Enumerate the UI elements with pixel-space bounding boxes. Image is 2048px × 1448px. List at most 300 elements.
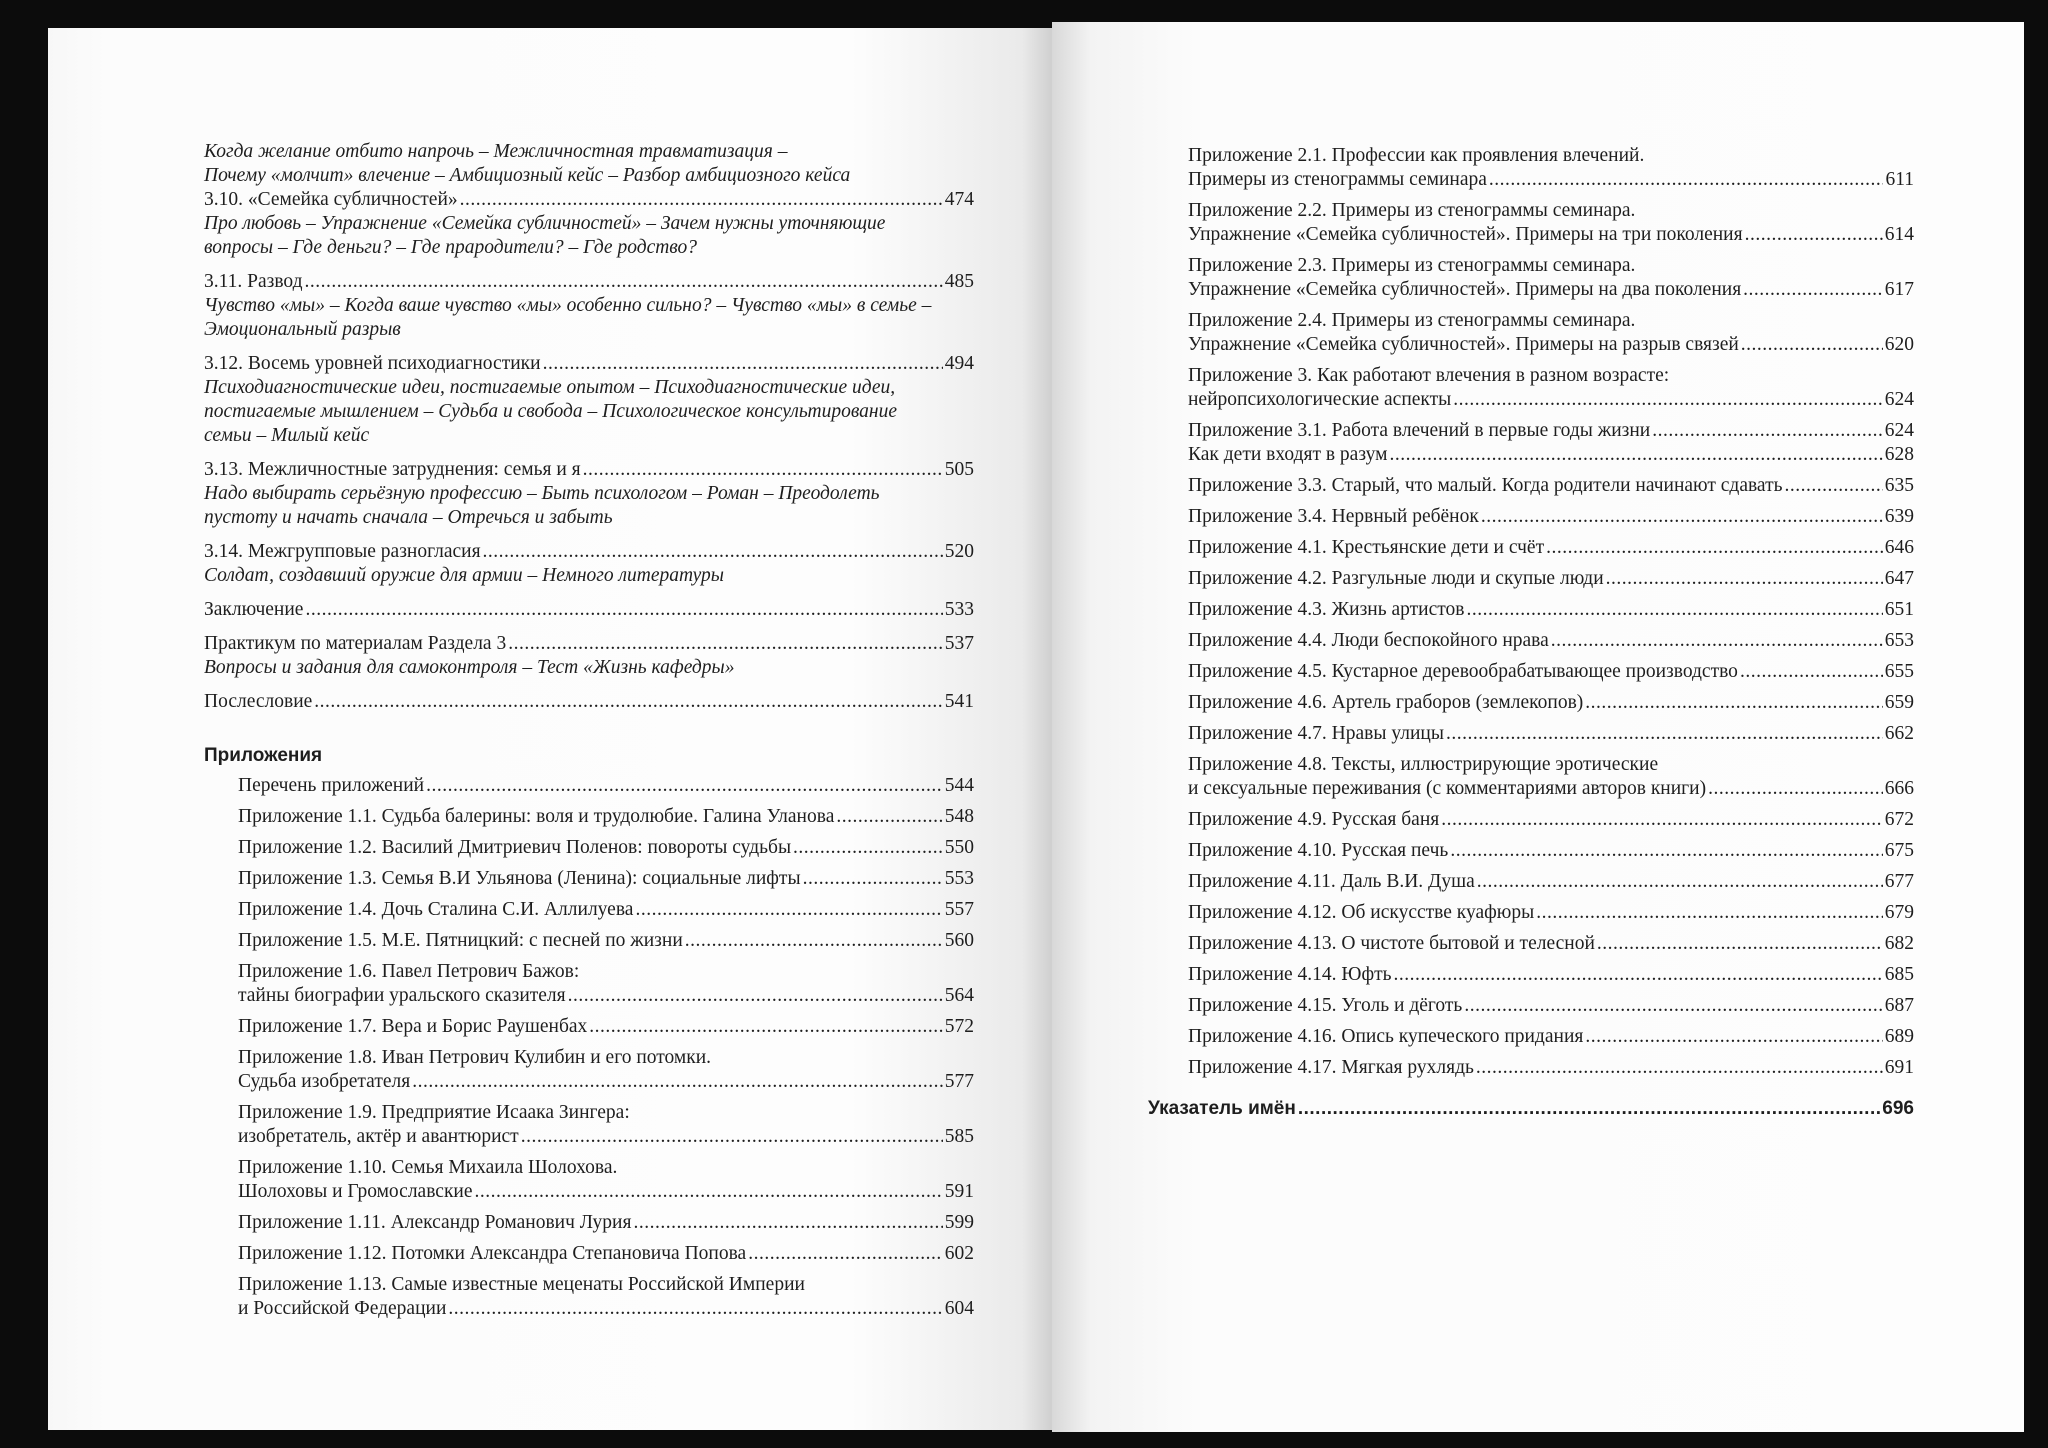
toc-entry bbox=[204, 458, 974, 530]
toc-entry-title: Примеры из стенограммы семинара bbox=[1188, 169, 1487, 190]
entry-gap bbox=[1188, 591, 1914, 598]
toc-line bbox=[1188, 660, 1914, 684]
subtopic-line: Про любовь – Упражнение «Семейка субличностей» – Зачем нужны уточняющие bbox=[204, 213, 886, 234]
appendix-entry bbox=[1188, 629, 1914, 653]
entry-gap bbox=[1188, 1018, 1914, 1025]
leader-dots bbox=[836, 805, 942, 829]
leader-dots bbox=[1551, 629, 1883, 653]
toc-page-number: 635 bbox=[1884, 475, 1914, 496]
toc-page-number: 537 bbox=[944, 633, 974, 654]
leader-dots bbox=[1481, 505, 1883, 529]
toc-line bbox=[1188, 808, 1914, 832]
entry-gap bbox=[1188, 1080, 1914, 1087]
toc-line bbox=[1188, 870, 1914, 894]
appendix-entry bbox=[1188, 839, 1914, 863]
appendix-entry bbox=[1188, 753, 1914, 801]
toc-page-number: 572 bbox=[944, 1016, 974, 1037]
toc-page-number: 505 bbox=[944, 459, 974, 480]
toc-line bbox=[1188, 567, 1914, 591]
toc-entry-title: Приложение 4.14. Юфть bbox=[1188, 964, 1392, 985]
toc-entry-title: Приложение 4.6. Артель граборов (землекопов) bbox=[1188, 692, 1584, 713]
toc-page-number: 672 bbox=[1884, 809, 1914, 830]
entry-gap bbox=[1188, 560, 1914, 567]
toc-page-number: 666 bbox=[1884, 778, 1914, 799]
subtopic-line: Надо выбирать серьёзную профессию – Быть психологом – Роман – Преодолеть bbox=[204, 483, 880, 504]
appendix-entry bbox=[238, 929, 974, 953]
toc-entry-title: Послесловие bbox=[204, 691, 313, 712]
entry-gap bbox=[238, 1039, 974, 1046]
leader-dots bbox=[305, 598, 942, 622]
toc-page-number: 639 bbox=[1884, 506, 1914, 527]
appendix-entry bbox=[1188, 309, 1914, 357]
toc-line bbox=[238, 898, 974, 922]
entry-gap bbox=[1188, 715, 1914, 722]
leader-dots bbox=[1741, 333, 1883, 357]
toc-line bbox=[1188, 419, 1914, 443]
entry-gap bbox=[1188, 192, 1914, 199]
toc-entry-title: Заключение bbox=[204, 599, 304, 620]
leader-dots bbox=[1466, 598, 1882, 622]
toc-line bbox=[238, 1015, 974, 1039]
appendix-entry bbox=[1188, 932, 1914, 956]
toc-entry-title: Приложение 1.11. Александр Романович Лурия bbox=[238, 1212, 632, 1233]
leader-dots bbox=[1546, 536, 1883, 560]
toc-line bbox=[1188, 505, 1914, 529]
toc-line bbox=[1188, 629, 1914, 653]
entry-gap bbox=[204, 260, 974, 270]
entry-gap bbox=[1188, 247, 1914, 254]
toc-entry-title: Приложение 1.5. М.Е. Пятницкий: с песней по жизни bbox=[238, 930, 683, 951]
toc-line bbox=[204, 632, 974, 656]
toc-page-number: 557 bbox=[944, 899, 974, 920]
toc-entry-title: Приложение 1.12. Потомки Александра Степановича Попова bbox=[238, 1243, 747, 1264]
toc-page-number: 675 bbox=[1884, 840, 1914, 861]
toc-entry-title: Приложение 4.17. Мягкая рухлядь bbox=[1188, 1057, 1474, 1078]
toc-page-number: 685 bbox=[1884, 964, 1914, 985]
toc-page-number: 682 bbox=[1884, 933, 1914, 954]
appendix-entry bbox=[1188, 660, 1914, 684]
toc-page-number: 646 bbox=[1884, 537, 1914, 558]
toc-line bbox=[1188, 223, 1914, 247]
subtopic-line: Вопросы и задания для самоконтроля – Тест «Жизнь кафедры» bbox=[204, 657, 735, 678]
leader-dots bbox=[583, 458, 943, 482]
right-toc-column bbox=[1148, 144, 1914, 1121]
leader-dots bbox=[568, 984, 943, 1008]
appendix-entry bbox=[1188, 536, 1914, 560]
toc-page-number: 533 bbox=[944, 599, 974, 620]
toc-line bbox=[1188, 536, 1914, 560]
leader-dots bbox=[543, 352, 943, 376]
toc-entry-title: Приложение 4.2. Разгульные люди и скупые люди bbox=[1188, 568, 1604, 589]
toc-line bbox=[204, 458, 974, 482]
appendix-entry bbox=[238, 805, 974, 829]
toc-entry-title: Упражнение «Семейка субличностей». Примеры на разрыв связей bbox=[1188, 334, 1739, 355]
subtopic-line: пустоту и начать сначала – Отречься и забыть bbox=[204, 507, 613, 528]
toc-line bbox=[238, 1297, 974, 1321]
leader-dots bbox=[1441, 808, 1883, 832]
entry-gap bbox=[1188, 684, 1914, 691]
appendix-lead-line: Приложение 1.13. Самые известные меценаты Российской Империи bbox=[238, 1274, 805, 1295]
leader-dots bbox=[635, 898, 942, 922]
entry-gap bbox=[1188, 467, 1914, 474]
toc-page-number: 591 bbox=[944, 1181, 974, 1202]
toc-line bbox=[1188, 388, 1914, 412]
leader-dots bbox=[793, 836, 943, 860]
toc-entry-title: Приложение 1.2. Василий Дмитриевич Поленов: повороты судьбы bbox=[238, 837, 792, 858]
entry-gap bbox=[204, 448, 974, 458]
toc-line bbox=[1188, 1025, 1914, 1049]
toc-line bbox=[1188, 1056, 1914, 1080]
toc-line bbox=[1188, 932, 1914, 956]
leader-dots bbox=[1784, 474, 1882, 498]
entry-gap bbox=[1188, 653, 1914, 660]
toc-line bbox=[204, 188, 974, 212]
subtopic-line: Чувство «мы» – Когда ваше чувство «мы» особенно сильно? – Чувство «мы» в семье – bbox=[204, 295, 932, 316]
appendix-entry bbox=[238, 1273, 974, 1321]
toc-line bbox=[204, 540, 974, 564]
appendix-entry bbox=[1188, 505, 1914, 529]
toc-entry-title: Приложение 4.5. Кустарное деревообрабатывающее производство bbox=[1188, 661, 1738, 682]
leader-dots bbox=[633, 1211, 942, 1235]
appendix-entry bbox=[238, 1015, 974, 1039]
entry-gap bbox=[1188, 925, 1914, 932]
appendix-entry bbox=[238, 1101, 974, 1149]
toc-line bbox=[1188, 691, 1914, 715]
entry-gap bbox=[1188, 956, 1914, 963]
toc-page-number: 628 bbox=[1884, 444, 1914, 465]
appendix-entry bbox=[238, 1156, 974, 1204]
appendix-entry bbox=[1188, 1025, 1914, 1049]
toc-entry-title: и Российской Федерации bbox=[238, 1298, 447, 1319]
entry-gap bbox=[238, 829, 974, 836]
toc-entry bbox=[204, 188, 974, 260]
toc-entry-title: Приложение 1.4. Дочь Сталина С.И. Аллилуева bbox=[238, 899, 634, 920]
toc-page-number: 679 bbox=[1884, 902, 1914, 923]
leader-dots bbox=[412, 1070, 943, 1094]
toc-entry bbox=[204, 540, 974, 588]
entry-gap bbox=[1188, 498, 1914, 505]
entry-gap bbox=[1188, 1049, 1914, 1056]
toc-line bbox=[1188, 963, 1914, 987]
entry-subtopics bbox=[204, 564, 974, 588]
toc-entry-index bbox=[1148, 1097, 1914, 1121]
entry-gap bbox=[204, 680, 974, 690]
entry-gap bbox=[1188, 529, 1914, 536]
entry-gap bbox=[238, 1266, 974, 1273]
toc-page-number: 624 bbox=[1884, 420, 1914, 441]
leader-dots bbox=[1740, 660, 1883, 684]
appendix-lead-line: Приложение 2.4. Примеры из стенограммы семинара. bbox=[1188, 310, 1636, 331]
toc-page-number: 520 bbox=[944, 541, 974, 562]
appendix-entry bbox=[1188, 254, 1914, 302]
toc-entry-title: Приложение 3.3. Старый, что малый. Когда родители начинают сдавать bbox=[1188, 475, 1783, 496]
appendix-lead-line: Приложение 1.10. Семья Михаила Шолохова. bbox=[238, 1157, 618, 1178]
entry-gap bbox=[1188, 746, 1914, 753]
leader-dots bbox=[1585, 691, 1882, 715]
leader-dots bbox=[314, 690, 942, 714]
subtopic-line: Солдат, создавший оружие для армии – Немного литературы bbox=[204, 565, 724, 586]
toc-entry-title: Приложение 4.1. Крестьянские дети и счёт bbox=[1188, 537, 1545, 558]
leader-dots bbox=[1536, 901, 1883, 925]
leader-dots bbox=[685, 929, 943, 953]
leader-dots bbox=[748, 1242, 943, 1266]
toc-line bbox=[1188, 994, 1914, 1018]
toc-entry-title: нейропсихологические аспекты bbox=[1188, 389, 1452, 410]
toc-line bbox=[1188, 722, 1914, 746]
toc-page-number: 560 bbox=[944, 930, 974, 951]
toc-page-number: 494 bbox=[944, 353, 974, 374]
leader-dots bbox=[1446, 722, 1883, 746]
toc-entry bbox=[204, 632, 974, 680]
toc-entry-title: Практикум по материалам Раздела 3 bbox=[204, 633, 507, 654]
appendix-entry bbox=[238, 898, 974, 922]
appendix-entry bbox=[1188, 598, 1914, 622]
toc-page-number: 599 bbox=[944, 1212, 974, 1233]
entry-gap bbox=[238, 1235, 974, 1242]
toc-page-number: 541 bbox=[944, 691, 974, 712]
subtopic-line: семьи – Милый кейс bbox=[204, 425, 370, 446]
entry-gap bbox=[238, 891, 974, 898]
toc-line bbox=[238, 836, 974, 860]
toc-line bbox=[238, 1242, 974, 1266]
toc-page-number: 689 bbox=[1884, 1026, 1914, 1047]
toc-page-number: 647 bbox=[1884, 568, 1914, 589]
appendix-entry bbox=[238, 1046, 974, 1094]
entry-gap bbox=[238, 1008, 974, 1015]
toc-page-number: 577 bbox=[944, 1071, 974, 1092]
toc-line bbox=[1188, 168, 1914, 192]
leader-dots bbox=[475, 1180, 943, 1204]
intro-subtopics bbox=[204, 140, 974, 188]
toc-line bbox=[204, 690, 974, 714]
appendix-lead-line: Приложение 2.2. Примеры из стенограммы семинара. bbox=[1188, 200, 1636, 221]
appendix-lead-line: Приложение 1.9. Предприятие Исаака Зингера: bbox=[238, 1102, 630, 1123]
entry-gap bbox=[1188, 894, 1914, 901]
entry-gap bbox=[1188, 412, 1914, 419]
appendix-entry bbox=[238, 960, 974, 1008]
toc-page-number: 485 bbox=[944, 271, 974, 292]
toc-line bbox=[1188, 598, 1914, 622]
appendix-entry bbox=[238, 1211, 974, 1235]
leader-dots bbox=[483, 540, 943, 564]
toc-entry-title: Указатель имён bbox=[1148, 1098, 1296, 1119]
toc-page-number: 474 bbox=[944, 189, 974, 210]
toc-entry-title: и сексуальные переживания (с комментариями авторов книги) bbox=[1188, 778, 1707, 799]
left-toc-column bbox=[204, 140, 974, 1328]
leader-dots bbox=[305, 270, 943, 294]
entry-gap bbox=[238, 798, 974, 805]
toc-page-number: 544 bbox=[944, 775, 974, 796]
toc-page-number: 614 bbox=[1884, 224, 1914, 245]
appendix-entry bbox=[1188, 144, 1914, 192]
toc-page-number: 687 bbox=[1884, 995, 1914, 1016]
appendix-entry bbox=[1188, 963, 1914, 987]
leader-dots bbox=[1477, 870, 1883, 894]
toc-entry-title: Приложение 4.11. Даль В.И. Душа bbox=[1188, 871, 1475, 892]
leader-dots bbox=[1585, 1025, 1882, 1049]
subtopic-line: Когда желание отбито напрочь – Межличностная травматизация – bbox=[204, 141, 788, 162]
toc-entry-title: Шолоховы и Громославские bbox=[238, 1181, 473, 1202]
toc-entry-title: Приложение 1.3. Семья В.И Ульянова (Ленина): социальные лифты bbox=[238, 868, 801, 889]
toc-entry bbox=[204, 352, 974, 448]
appendix-entry bbox=[1188, 691, 1914, 715]
entry-gap bbox=[204, 342, 974, 352]
appendix-entry bbox=[1188, 474, 1914, 498]
appendix-entry bbox=[1188, 364, 1914, 412]
toc-line bbox=[1188, 333, 1914, 357]
leader-dots bbox=[1489, 168, 1884, 192]
toc-page-number: 611 bbox=[1885, 169, 1914, 190]
appendix-entry bbox=[238, 867, 974, 891]
subtopic-line: Почему «молчит» влечение – Амбициозный кейс – Разбор амбициозного кейса bbox=[204, 165, 851, 186]
appendix-heading: Приложения bbox=[204, 745, 323, 766]
entry-gap bbox=[204, 714, 974, 724]
toc-line bbox=[238, 867, 974, 891]
toc-entry bbox=[204, 270, 974, 342]
toc-line bbox=[1188, 278, 1914, 302]
entry-gap bbox=[204, 530, 974, 540]
leader-dots bbox=[1745, 223, 1883, 247]
appendix-lead-line: Приложение 3. Как работают влечения в разном возрасте: bbox=[1188, 365, 1670, 386]
leader-dots bbox=[589, 1015, 942, 1039]
leader-dots bbox=[426, 774, 943, 798]
appendix-entry bbox=[1188, 1056, 1914, 1080]
toc-line bbox=[238, 805, 974, 829]
toc-entry-title: Приложение 3.1. Работа влечений в первые годы жизни bbox=[1188, 420, 1651, 441]
subtopic-line: постигаемые мышлением – Судьба и свобода – Психологическое консультирование bbox=[204, 401, 898, 422]
toc-entry-title: тайны биографии уральского сказителя bbox=[238, 985, 566, 1006]
leader-dots bbox=[448, 1297, 942, 1321]
toc-line bbox=[1188, 443, 1914, 467]
entry-gap bbox=[1188, 801, 1914, 808]
toc-entry-title: Приложение 1.7. Вера и Борис Раушенбах bbox=[238, 1016, 588, 1037]
subtopic-line: Эмоциональный разрыв bbox=[204, 319, 401, 340]
entry-gap bbox=[1188, 622, 1914, 629]
leader-dots bbox=[1708, 777, 1883, 801]
toc-entry-title: Приложение 4.15. Уголь и дёготь bbox=[1188, 995, 1463, 1016]
appendix-entry bbox=[238, 836, 974, 860]
toc-line bbox=[238, 1180, 974, 1204]
toc-line bbox=[238, 1211, 974, 1235]
leader-dots bbox=[1464, 994, 1882, 1018]
appendix-lead-line: Приложение 2.3. Примеры из стенограммы семинара. bbox=[1188, 255, 1636, 276]
toc-entry-title: 3.10. «Семейка субличностей» bbox=[204, 189, 458, 210]
toc-line bbox=[1188, 839, 1914, 863]
entry-gap bbox=[1188, 832, 1914, 839]
toc-page-number: 548 bbox=[944, 806, 974, 827]
toc-entry bbox=[204, 690, 974, 714]
appendix-lead-line: Приложение 2.1. Профессии как проявления влечений. bbox=[1188, 145, 1645, 166]
leader-dots bbox=[508, 632, 943, 656]
entry-gap bbox=[1188, 357, 1914, 364]
toc-page-number: 585 bbox=[944, 1126, 974, 1147]
leader-dots bbox=[803, 867, 943, 891]
toc-line bbox=[1188, 777, 1914, 801]
appendix-lead-line: Приложение 1.8. Иван Петрович Кулибин и его потомки. bbox=[238, 1047, 712, 1068]
leader-dots bbox=[1389, 443, 1882, 467]
toc-entry-title: 3.14. Межгрупповые разногласия bbox=[204, 541, 481, 562]
entry-gap bbox=[204, 622, 974, 632]
toc-line bbox=[1188, 901, 1914, 925]
appendix-lead-line: Приложение 4.8. Тексты, иллюстрирующие эротические bbox=[1188, 754, 1659, 775]
toc-entry-title: изобретатель, актёр и авантюрист bbox=[238, 1126, 519, 1147]
appendix-entry bbox=[1188, 901, 1914, 925]
leader-dots bbox=[460, 188, 943, 212]
toc-entry-title: Приложение 4.12. Об искусстве куафюры bbox=[1188, 902, 1535, 923]
appendix-entry bbox=[1188, 419, 1914, 467]
toc-page-number: 662 bbox=[1884, 723, 1914, 744]
entry-subtopics bbox=[204, 294, 974, 342]
toc-entry-title: 3.13. Межличностные затруднения: семья и я bbox=[204, 459, 581, 480]
entry-gap bbox=[1188, 987, 1914, 994]
toc-line bbox=[204, 598, 974, 622]
leader-dots bbox=[521, 1125, 943, 1149]
entry-subtopics bbox=[204, 212, 974, 260]
toc-page-number: 691 bbox=[1884, 1057, 1914, 1078]
entry-gap bbox=[238, 1204, 974, 1211]
toc-page-number: 602 bbox=[944, 1243, 974, 1264]
entry-subtopics bbox=[204, 656, 974, 680]
entry-subtopics bbox=[204, 482, 974, 530]
entry-gap bbox=[238, 1321, 974, 1328]
toc-entry-title: Перечень приложений bbox=[238, 775, 425, 796]
toc-entry-title: Упражнение «Семейка субличностей». Примеры на два поколения bbox=[1188, 279, 1742, 300]
leader-dots bbox=[1450, 839, 1882, 863]
toc-line bbox=[238, 1070, 974, 1094]
appendix-entry bbox=[1188, 199, 1914, 247]
toc-entry-title: Приложение 4.16. Опись купеческого придания bbox=[1188, 1026, 1584, 1047]
entry-gap bbox=[1188, 863, 1914, 870]
toc-page-number: 677 bbox=[1884, 871, 1914, 892]
entry-gap bbox=[204, 588, 974, 598]
appendix-lead-line: Приложение 1.6. Павел Петрович Бажов: bbox=[238, 961, 580, 982]
entry-gap bbox=[238, 860, 974, 867]
entry-gap bbox=[1188, 302, 1914, 309]
toc-entry-title: Приложение 4.10. Русская печь bbox=[1188, 840, 1449, 861]
toc-entry-title: Судьба изобретателя bbox=[238, 1071, 411, 1092]
toc-page-number: 651 bbox=[1884, 599, 1914, 620]
toc-entry-title: Приложение 4.9. Русская баня bbox=[1188, 809, 1440, 830]
toc-entry bbox=[204, 598, 974, 622]
toc-entry-title: Приложение 1.1. Судьба балерины: воля и трудолюбие. Галина Уланова bbox=[238, 806, 835, 827]
toc-page-number: 653 bbox=[1884, 630, 1914, 651]
appendix-entry bbox=[1188, 722, 1914, 746]
toc-page-number: 659 bbox=[1884, 692, 1914, 713]
toc-page-number: 550 bbox=[944, 837, 974, 858]
appendix-entry bbox=[1188, 808, 1914, 832]
entry-gap bbox=[238, 1149, 974, 1156]
leader-dots bbox=[1743, 278, 1883, 302]
toc-page-number: 624 bbox=[1884, 389, 1914, 410]
leader-dots bbox=[1476, 1056, 1883, 1080]
leader-dots bbox=[1606, 567, 1883, 591]
appendix-entry bbox=[1188, 870, 1914, 894]
appendix-entry bbox=[238, 1242, 974, 1266]
leader-dots bbox=[1394, 963, 1883, 987]
toc-line bbox=[1188, 474, 1914, 498]
toc-entry-title: Приложение 3.4. Нервный ребёнок bbox=[1188, 506, 1479, 527]
toc-line bbox=[204, 270, 974, 294]
toc-entry-title: Приложение 4.7. Нравы улицы bbox=[1188, 723, 1444, 744]
entry-subtopics bbox=[204, 376, 974, 448]
entry-gap bbox=[238, 953, 974, 960]
leader-dots bbox=[1597, 932, 1883, 956]
toc-line bbox=[204, 352, 974, 376]
leader-dots bbox=[1453, 388, 1883, 412]
toc-entry-title: 3.11. Развод bbox=[204, 271, 303, 292]
toc-line bbox=[238, 774, 974, 798]
toc-entry-title: 3.12. Восемь уровней психодиагностики bbox=[204, 353, 541, 374]
